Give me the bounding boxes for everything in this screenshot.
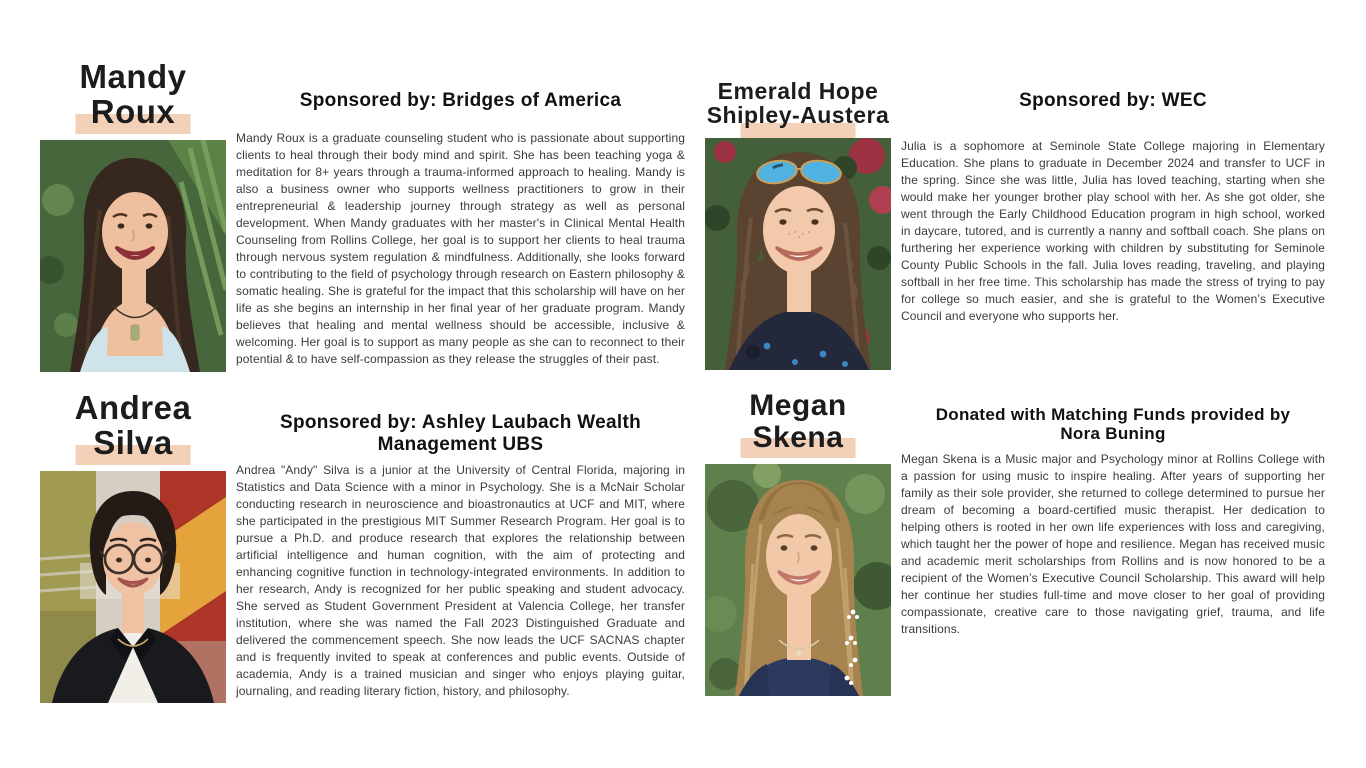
- student-bio: Andrea "Andy" Silva is a junior at the University of Central Florida, majoring in Statistics and Data Science with a minor in Psychology. She is a McNair Scholar conducting research in neuroscience and bioastronautics at UCF and MIT, where she participated in the prestigious MIT Summer Research Program. Her goal is to pursue a Ph.D. and produce research that explores the relationship between artificial intelligence and human cognition, with the aim of protecting and enhancing cognitive function in technology-integrated environments. In addition to her research, Andy is recognized for her public speaking and student advocacy. She served as Student Government President at Valencia College, her transfer institution, where she was named the Fall 2023 Distinguished Graduate and delivered the commencement speech. She now leads the UCF SACNAS chapter and is frequently invited to speak at conferences and public events. Outside of academia, Andy is a trained musician and singer who enjoys playing guitar, journaling, and reading literary fiction, history, and philosophy.: [236, 462, 685, 699]
- profile-right-column: [236, 386, 685, 703]
- student-name: [749, 390, 847, 454]
- megan-skena-photo: [705, 464, 891, 696]
- sponsor-heading: Sponsored by: WEC: [1019, 90, 1207, 111]
- sponsor-heading: Sponsored by: Ashley Laubach Wealth Management UBS: [279, 411, 641, 455]
- mandy-roux-photo: [40, 140, 226, 372]
- sponsor-heading: Sponsored by: Bridges of America: [299, 90, 622, 111]
- student-name: [79, 60, 186, 130]
- profile-left-column: [40, 55, 226, 372]
- profile-card-emerald-hope-shipley-austera: [705, 55, 1325, 372]
- student-name-line1: Emerald Hope: [717, 78, 879, 104]
- student-name-line1: Megan: [749, 388, 847, 422]
- profile-card-megan-skena: [705, 386, 1325, 703]
- profile-right-column: [901, 55, 1325, 372]
- profile-right-column: [236, 55, 685, 372]
- emerald-hope-photo: [705, 138, 891, 370]
- profile-left-column: [40, 386, 226, 703]
- student-name: [74, 388, 192, 461]
- student-name-line2: Silva: [93, 423, 173, 461]
- profile-card-mandy-roux: [40, 55, 685, 372]
- student-name-line1: Mandy: [79, 58, 187, 95]
- profile-card-andrea-silva: [40, 386, 685, 703]
- profile-left-column: [705, 55, 891, 372]
- student-name-line2: Roux: [90, 92, 176, 130]
- student-bio: Mandy Roux is a graduate counseling student who is passionate about supporting clients to heal through their body mind and spirit. She has been teaching yoga & meditation for 8+ years through a trauma-informed approach to healing. Mandy is also a business owner who supports wellness practitioners to grow in their entrepreneurial & leadership journey through strategy as well as personal development. When Mandy graduates with her master's in Clinical Mental Health Counseling from Rollins College, her goal is to support her clients to heal trauma through nervous system regulation & mindfulness. Additionally, she looks forward to contributing to the field of psychology through research on Eastern philosophy & somatic healing. She is grateful for the impact that this scholarship will have on her life as she begins an internship in her final year of her graduate program. Mandy believes that healing and mental wellness should be accessible, inclusive & welcoming. Her goal is to support as many people as she can to reconnect to their potential & to have self-compassion as they release the struggles of their past.: [236, 130, 685, 367]
- student-name-line2: Skena: [752, 420, 844, 454]
- profile-right-column: [901, 386, 1325, 703]
- student-bio: Julia is a sophomore at Seminole State College majoring in Elementary Education. She plans to graduate in December 2024 and transfer to UCF in the spring. Since she was little, Julia has loved teaching, starting when she would make her younger brother play school with her. As she got older, she went through the Early Childhood Education program in high school, worked in daycare, tutored, and is currently a nanny and softball coach. She plans on furthering her experience working with children by substituting for Seminole County Public Schools in the fall. Julia loves reading, traveling, and playing softball in her free time. This scholarship has made the stress of trying to pay for college so much easier, and she is grateful to the Women’s Executive Council and everyone who supports her.: [901, 138, 1325, 324]
- student-bio: Megan Skena is a Music major and Psychology minor at Rollins College with a passion for using music to inspire healing. After years of supporting her family as their sole provider, she returned to college determined to pursue her dream of becoming a board-certified music therapist. Her dedication to helping others is rooted in her own life experiences with loss and caregiving, which taught her the power of hope and resilience. Megan has received music and academic merit scholarships from Rollins and is now honored to be a recipient of the Women’s Executive Council Scholarship. This award will help her continue her studies full-time and move closer to her goal of providing compassionate, creative care to those navigating grief, trauma, and life transitions.: [901, 452, 1325, 637]
- student-name: [707, 79, 890, 128]
- andrea-silva-photo: [40, 471, 226, 703]
- profile-left-column: [705, 386, 891, 703]
- sponsor-heading: Donated with Matching Funds provided by Nora Buning: [935, 404, 1291, 444]
- student-name-line2: Shipley-Austera: [706, 102, 890, 129]
- student-name-line1: Andrea: [74, 388, 192, 426]
